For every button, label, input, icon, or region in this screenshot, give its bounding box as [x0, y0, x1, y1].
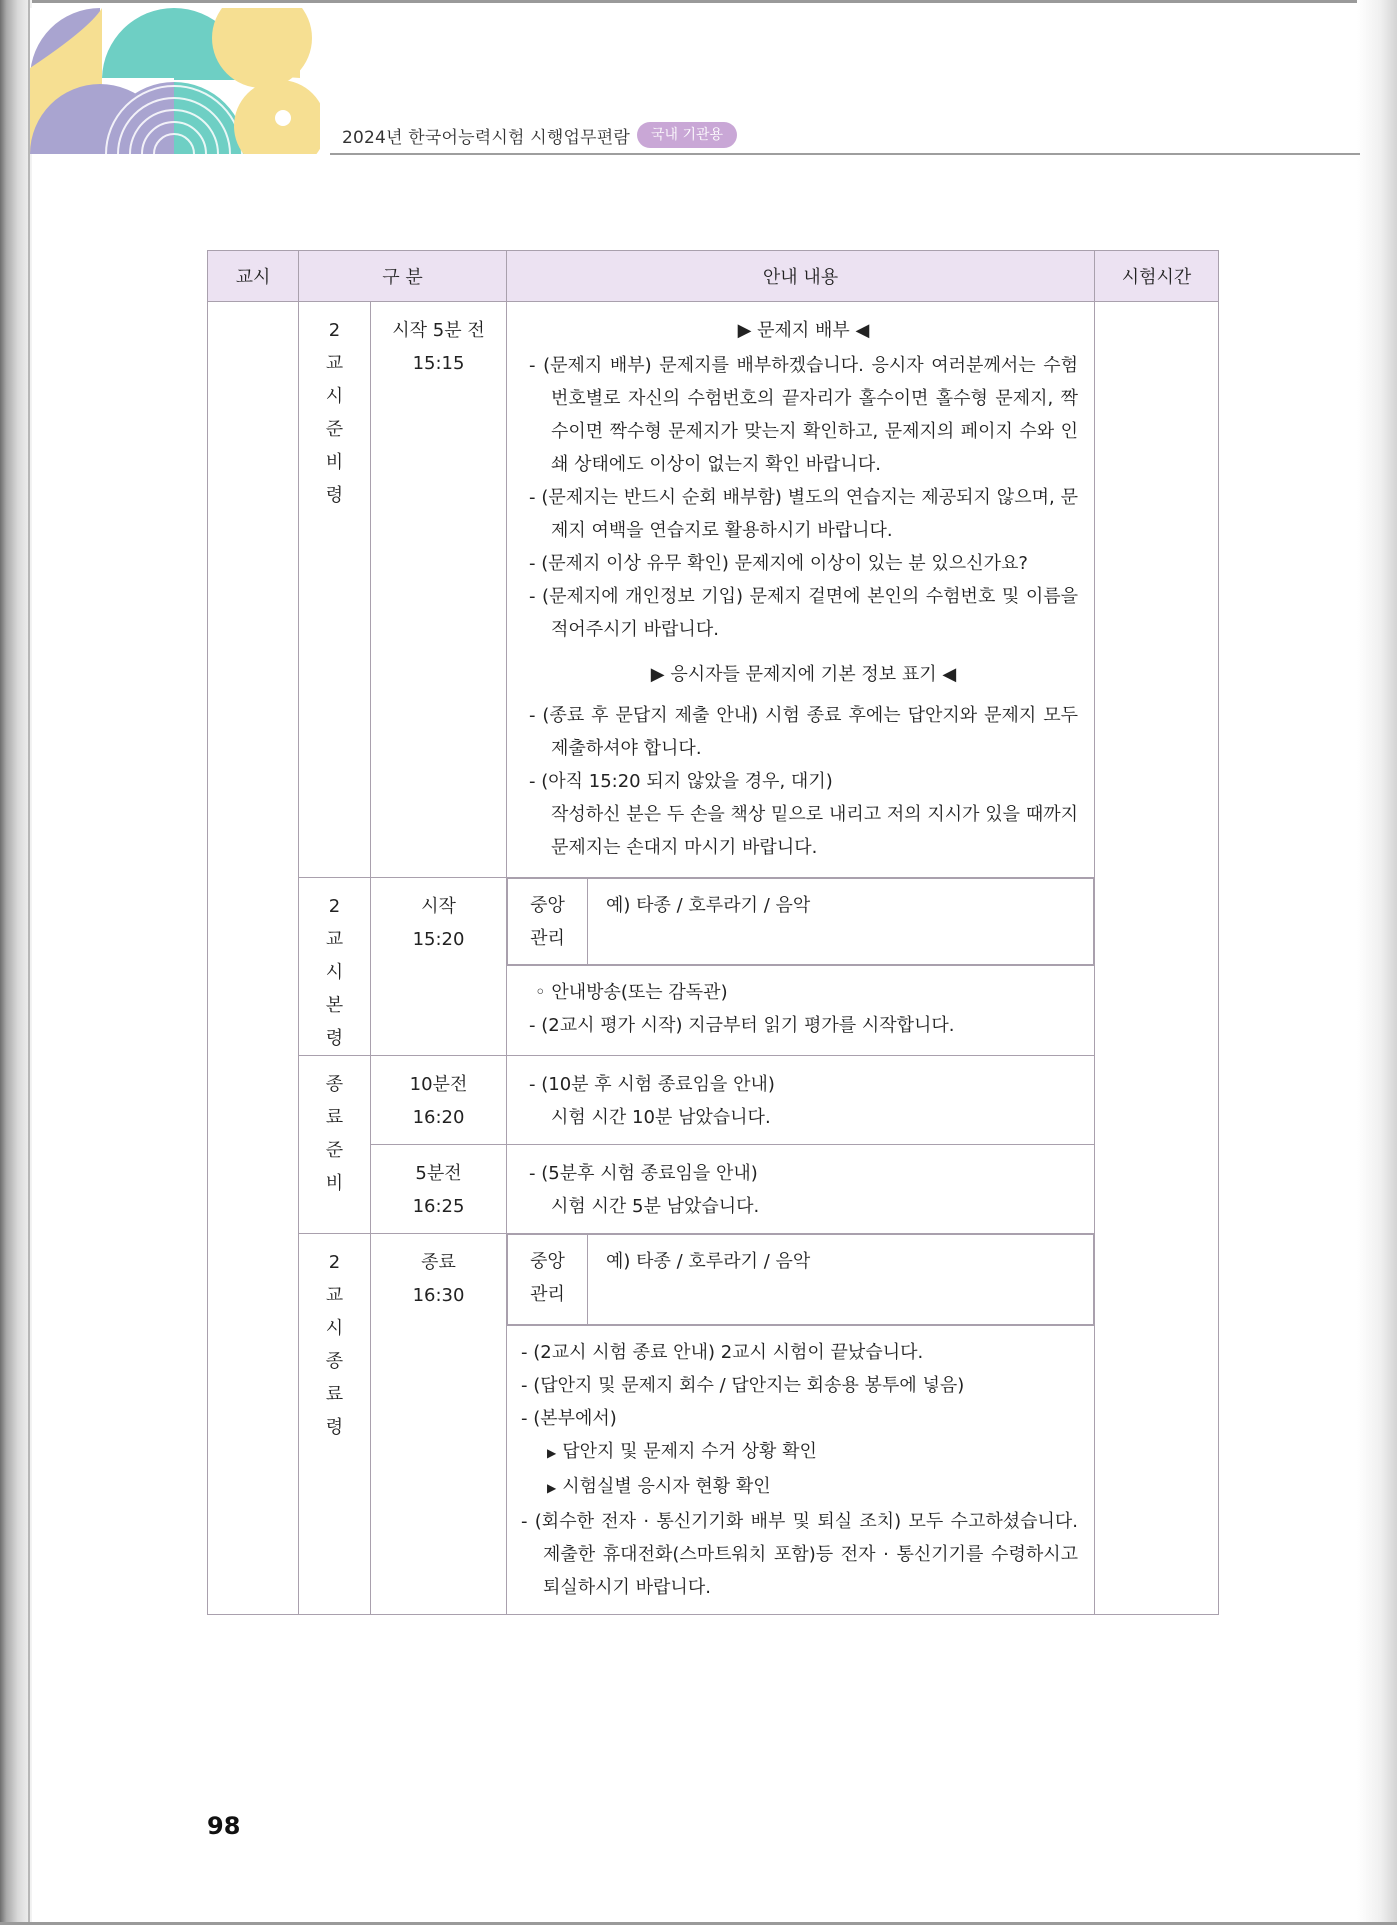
header-divider: [330, 153, 1360, 155]
time-label: 종료: [421, 1252, 456, 1273]
stage-char: 교: [325, 353, 344, 374]
content-cell-end: [507, 1234, 1095, 1615]
stage-cell-start: [299, 878, 371, 1056]
stage-char: 본: [325, 995, 344, 1016]
time-cell-prep: [371, 302, 507, 878]
time-label: 시작: [421, 896, 456, 917]
content-cell-five: [507, 1145, 1095, 1234]
header-badge: 국내 기관용: [637, 122, 737, 148]
time-label: 시작 5분 전: [392, 320, 485, 341]
stage-char: 령: [325, 485, 344, 506]
section-heading: ▶ 문제지 배부 ◀: [737, 320, 870, 341]
stage-char: 종: [325, 1351, 344, 1372]
time-label: 5분전: [415, 1163, 462, 1184]
stage-char: 시: [325, 962, 344, 983]
list-item: - (2교시 평가 시작) 지금부터 읽기 평가를 시작합니다.: [529, 1015, 955, 1036]
central-label: [508, 1235, 588, 1325]
page-top-edge: [0, 0, 1397, 3]
stage-char: 시: [325, 386, 344, 407]
stage-char: 2: [328, 320, 341, 341]
header-period: 교시: [208, 251, 299, 302]
stage-cell-end-prep: [299, 1056, 371, 1234]
central-label: [508, 879, 588, 965]
time-cell-start: [371, 878, 507, 1056]
central-label-line: 중앙: [530, 895, 565, 916]
stage-char: 교: [325, 929, 344, 950]
stage-char: 료: [325, 1107, 344, 1128]
list-item-continuation: 시험 시간 5분 남았습니다.: [551, 1196, 760, 1217]
time-cell-ten: [371, 1056, 507, 1145]
list-item: - (종료 후 문답지 제출 안내) 시험 종료 후에는 답안지와 문제지 모두 제출하셔야 합니다.: [529, 705, 1078, 759]
stage-char: 교: [325, 1285, 344, 1306]
central-control-table: [507, 878, 1094, 965]
list-item-continuation: 작성하신 분은 두 손을 책상 밑으로 내리고 저의 지시가 있을 때까지 문제지는 손대지 마시기 바랍니다.: [551, 804, 1078, 858]
time-label: 10분전: [409, 1074, 468, 1095]
time-value: 16:30: [412, 1285, 465, 1306]
time-cell-end: [371, 1234, 507, 1615]
central-control-table: [507, 1234, 1094, 1325]
list-item: - (답안지 및 문제지 회수 / 답안지는 회송용 봉투에 넣음): [521, 1375, 965, 1396]
sub-list-item: [521, 1470, 1078, 1505]
central-value: 예) 타종 / 호루라기 / 음악: [588, 1235, 1094, 1325]
stage-cell-end: [299, 1234, 371, 1615]
central-value: 예) 타종 / 호루라기 / 음악: [588, 879, 1094, 965]
list-item: - (2교시 시험 종료 안내) 2교시 시험이 끝났습니다.: [521, 1342, 924, 1363]
stage-char: 령: [325, 1417, 344, 1438]
triangle-bullet-icon: ▶: [547, 1481, 557, 1495]
sub-list-item-text: 시험실별 응시자 현황 확인: [562, 1476, 771, 1497]
time-cell-five: [371, 1145, 507, 1234]
time-value: 16:25: [412, 1196, 465, 1217]
header-exam-time: 시험시간: [1095, 251, 1219, 302]
header-title: 2024년 한국어능력시험 시행업무편람: [342, 128, 630, 148]
header-decoration: [30, 8, 320, 154]
sub-list-item-text: 답안지 및 문제지 수거 상황 확인: [562, 1441, 817, 1462]
page-right-shadow: [1357, 0, 1397, 1925]
table-row: [208, 878, 1219, 1056]
period-cell: [208, 302, 299, 1615]
stage-char: 종: [325, 1074, 344, 1095]
time-value: 15:15: [412, 353, 465, 374]
stage-cell-prep: [299, 302, 371, 878]
list-item: - (회수한 전자 · 통신기기화 배부 및 퇴실 조치) 모두 수고하셨습니다. 제출한 휴대전화(스마트워치 포함)등 전자 · 통신기기를 수령하시고 퇴실하시기 바랍니다.: [521, 1511, 1078, 1598]
stage-char: 준: [325, 1140, 344, 1161]
header-category: 구 분: [299, 251, 507, 302]
central-label-line: 관리: [530, 1284, 565, 1305]
exam-time-cell: [1095, 302, 1219, 1615]
list-item: - (문제지 배부) 문제지를 배부하겠습니다. 응시자 여러분께서는 수험번호별로 자신의 수험번호의 끝자리가 홀수이면 홀수형 문제지, 짝수이면 짝수형 문제지가 맞는지 확인하고, 문제지의 페이지 수와 인쇄 상태에도 이상이 없는지 확인 바랍니다.: [529, 355, 1078, 475]
sub-list-item: [521, 1435, 1078, 1470]
list-item: - (문제지는 반드시 순회 배부함) 별도의 연습지는 제공되지 않으며, 문제지 여백을 연습지로 활용하시기 바랍니다.: [529, 487, 1078, 541]
table-row: [208, 1056, 1219, 1145]
broadcast-block: [507, 965, 1094, 1050]
table-row: [208, 302, 1219, 878]
list-item: - (10분 후 시험 종료임을 안내): [529, 1074, 775, 1095]
content-cell-ten: [507, 1056, 1095, 1145]
schedule-table: [207, 250, 1219, 1615]
time-value: 16:20: [412, 1107, 465, 1128]
list-item: - (문제지에 개인정보 기입) 문제지 겉면에 본인의 수험번호 및 이름을 적어주시기 바랍니다.: [529, 586, 1078, 640]
broadcast-heading: ◦ 안내방송(또는 감독관): [535, 982, 728, 1003]
time-value: 15:20: [412, 929, 465, 950]
table-header-row: [208, 251, 1219, 302]
content-cell-prep: [507, 302, 1095, 878]
table-row: [208, 1234, 1219, 1615]
end-instructions: [507, 1325, 1094, 1614]
stage-char: 2: [328, 896, 341, 917]
stage-char: 비: [325, 1173, 344, 1194]
stage-char: 령: [325, 1028, 344, 1049]
central-label-line: 중앙: [530, 1251, 565, 1272]
header-content: 안내 내용: [507, 251, 1095, 302]
page-number: 98: [207, 1812, 241, 1840]
content-cell-start: [507, 878, 1095, 1056]
central-label-line: 관리: [530, 928, 565, 949]
stage-char: 시: [325, 1318, 344, 1339]
book-spine-line: [28, 0, 30, 1925]
list-item: - (아직 15:20 되지 않았을 경우, 대기): [529, 771, 833, 792]
list-item: - (본부에서): [521, 1408, 617, 1429]
stage-char: 2: [328, 1252, 341, 1273]
stage-char: 비: [325, 452, 344, 473]
list-item: - (문제지 이상 유무 확인) 문제지에 이상이 있는 분 있으신가요?: [529, 553, 1028, 574]
triangle-bullet-icon: ▶: [547, 1446, 557, 1460]
section-heading: ▶ 응시자들 문제지에 기본 정보 표기 ◀: [650, 664, 957, 685]
stage-char: 료: [325, 1384, 344, 1405]
list-item: - (5분후 시험 종료임을 안내): [529, 1163, 758, 1184]
stage-char: 준: [325, 419, 344, 440]
list-item-continuation: 시험 시간 10분 남았습니다.: [551, 1107, 771, 1128]
